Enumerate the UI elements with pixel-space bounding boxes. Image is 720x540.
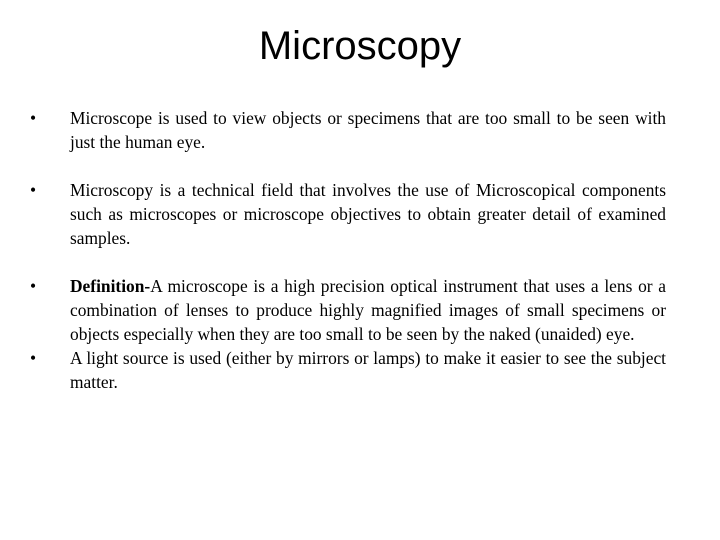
- bullet-item: [30, 346, 666, 394]
- bullet-text: A light source is used (either by mirrors or lamps) to make it easier to see the subject matter.: [70, 348, 666, 392]
- bullet-icon: •: [30, 276, 37, 296]
- bullet-item: [30, 106, 666, 154]
- bullet-list: [30, 106, 666, 394]
- bullet-text: Microscopy is a technical field that involves the use of Microscopical components such as microscopes or microscope objectives to obtain greater detail of examined samples.: [70, 180, 666, 248]
- bullet-text: Microscope is used to view objects or specimens that are too small to be seen with just the human eye.: [70, 108, 666, 152]
- bullet-text: A microscope is a high precision optical instrument that uses a lens or a combination of lenses to produce highly magnified images of small specimens or objects especially when they are too small to be seen by the naked (unaided) eye.: [70, 276, 666, 344]
- bullet-icon: •: [30, 348, 37, 368]
- bullet-icon: •: [30, 180, 37, 200]
- bullet-item: [30, 274, 666, 346]
- definition-term: Definition-: [70, 276, 151, 296]
- bullet-item: [30, 178, 666, 250]
- bullet-icon: •: [30, 108, 37, 128]
- slide-title: Microscopy: [258, 24, 462, 68]
